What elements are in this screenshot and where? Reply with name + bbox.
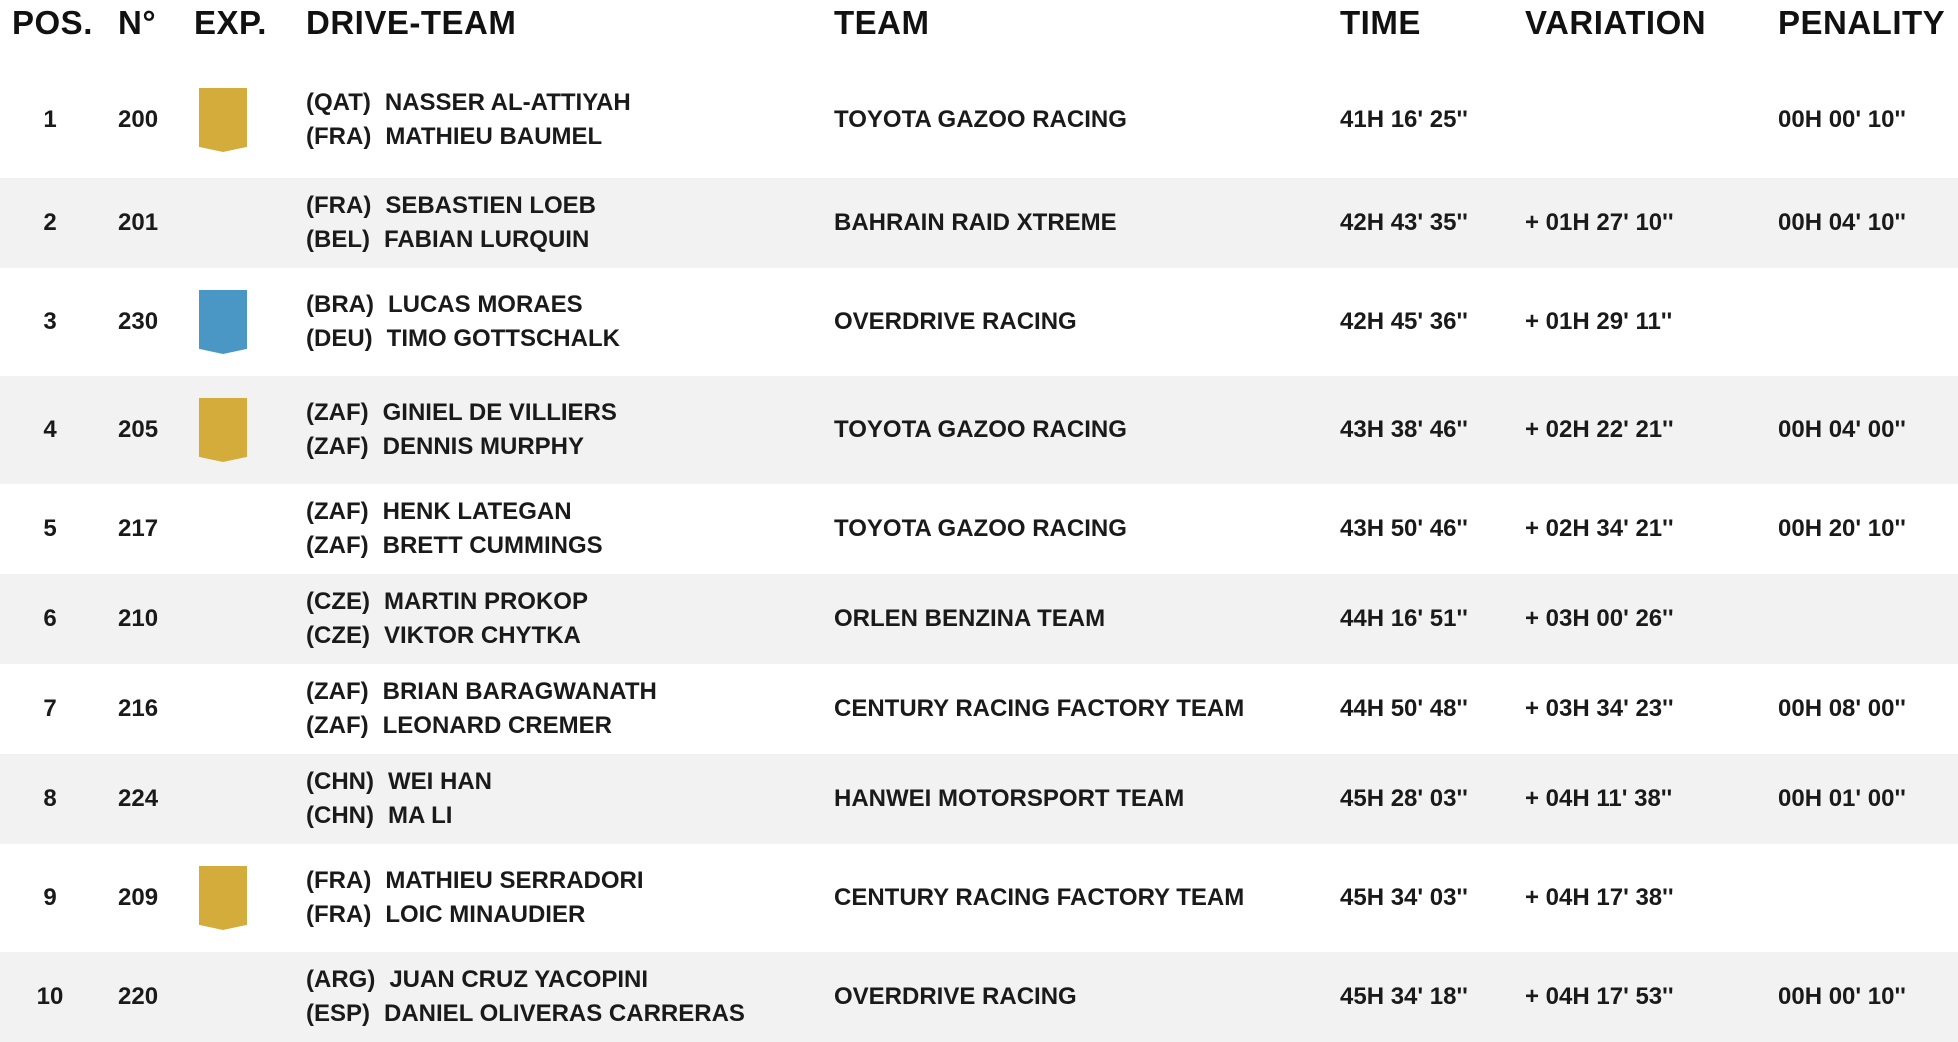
position: 1 xyxy=(43,106,57,133)
driver-nationality: (CZE) xyxy=(306,588,370,615)
codriver-line xyxy=(306,709,657,743)
driver-line xyxy=(306,864,644,898)
driver-line xyxy=(306,675,657,709)
drive-team xyxy=(306,765,492,833)
codriver-name: TIMO GOTTSCHALK xyxy=(386,325,620,352)
codriver-nationality: (FRA) xyxy=(306,123,372,150)
team-name: TOYOTA GAZOO RACING xyxy=(834,106,1127,133)
driver-nationality: (FRA) xyxy=(306,867,372,894)
car-number: 210 xyxy=(118,605,159,632)
drive-team xyxy=(306,189,596,257)
header-team: TEAM xyxy=(834,4,930,41)
penalty-time: 00H 04' 10'' xyxy=(1778,209,1906,236)
codriver-line xyxy=(306,898,644,932)
total-time: 45H 28' 03'' xyxy=(1340,785,1468,812)
driver-name: JUAN CRUZ YACOPINI xyxy=(389,966,649,993)
driver-name: MATHIEU SERRADORI xyxy=(385,867,644,894)
total-time: 45H 34' 03'' xyxy=(1340,884,1468,911)
car-number: 216 xyxy=(118,695,159,722)
header-penalty: PENALITY xyxy=(1778,4,1946,41)
drive-team xyxy=(306,495,603,563)
driver-nationality: (ARG) xyxy=(306,966,376,993)
driver-line xyxy=(306,963,745,997)
driver-nationality: (FRA) xyxy=(306,192,372,219)
header-drive-team: DRIVE-TEAM xyxy=(306,4,517,41)
total-time: 41H 16' 25'' xyxy=(1340,106,1468,133)
codriver-name: FABIAN LURQUIN xyxy=(383,226,590,253)
driver-nationality: (QAT) xyxy=(306,89,371,116)
total-time: 43H 38' 46'' xyxy=(1340,416,1468,443)
driver-line xyxy=(306,86,631,120)
codriver-nationality: (CZE) xyxy=(306,622,370,649)
time-variation: + 04H 17' 53'' xyxy=(1525,983,1674,1010)
codriver-name: DANIEL OLIVERAS CARRERAS xyxy=(384,1000,745,1027)
car-number: 217 xyxy=(118,515,159,542)
table-row[interactable] xyxy=(0,62,1958,178)
driver-line xyxy=(306,288,620,322)
time-variation: + 02H 34' 21'' xyxy=(1525,515,1674,542)
time-variation: + 03H 34' 23'' xyxy=(1525,695,1674,722)
driver-line xyxy=(306,585,588,619)
position: 8 xyxy=(43,785,57,812)
codriver-nationality: (ZAF) xyxy=(306,532,369,559)
position: 4 xyxy=(43,416,57,443)
codriver-line xyxy=(306,799,492,833)
driver-line xyxy=(306,495,603,529)
experience-badge-icon xyxy=(199,866,247,930)
codriver-line xyxy=(306,430,617,464)
total-time: 42H 43' 35'' xyxy=(1340,209,1468,236)
table-row[interactable] xyxy=(0,574,1958,664)
driver-name: NASSER AL-ATTIYAH xyxy=(384,89,631,116)
codriver-name: LOIC MINAUDIER xyxy=(385,901,586,928)
team-name: TOYOTA GAZOO RACING xyxy=(834,416,1127,443)
driver-name: BRIAN BARAGWANATH xyxy=(382,678,657,705)
driver-line xyxy=(306,396,617,430)
experience-badge-icon xyxy=(199,88,247,152)
car-number: 230 xyxy=(118,308,159,335)
table-header xyxy=(0,0,1958,62)
table-row[interactable] xyxy=(0,376,1958,484)
codriver-line xyxy=(306,529,603,563)
codriver-line xyxy=(306,120,631,154)
table-row[interactable] xyxy=(0,664,1958,754)
codriver-nationality: (ZAF) xyxy=(306,433,369,460)
time-variation: + 04H 11' 38'' xyxy=(1525,785,1673,812)
codriver-nationality: (ZAF) xyxy=(306,712,369,739)
codriver-line xyxy=(306,997,745,1031)
driver-name: WEI HAN xyxy=(387,768,492,795)
penalty-time: 00H 01' 00'' xyxy=(1778,785,1906,812)
car-number: 200 xyxy=(118,106,159,133)
time-variation: + 01H 27' 10'' xyxy=(1525,209,1674,236)
team-name: CENTURY RACING FACTORY TEAM xyxy=(834,884,1245,911)
codriver-nationality: (FRA) xyxy=(306,901,372,928)
codriver-name: MA LI xyxy=(387,802,453,829)
position: 2 xyxy=(43,209,57,236)
total-time: 44H 50' 48'' xyxy=(1340,695,1468,722)
time-variation: + 02H 22' 21'' xyxy=(1525,416,1674,443)
team-name: OVERDRIVE RACING xyxy=(834,983,1077,1010)
total-time: 45H 34' 18'' xyxy=(1340,983,1468,1010)
codriver-line xyxy=(306,223,596,257)
driver-nationality: (ZAF) xyxy=(306,498,369,525)
header-pos: POS. xyxy=(12,4,93,41)
car-number: 205 xyxy=(118,416,159,443)
driver-name: MARTIN PROKOP xyxy=(383,588,588,615)
driver-name: LUCAS MORAES xyxy=(387,291,583,318)
position: 3 xyxy=(43,308,57,335)
header-number: N° xyxy=(118,4,157,41)
table-row[interactable] xyxy=(0,268,1958,376)
total-time: 42H 45' 36'' xyxy=(1340,308,1468,335)
penalty-time: 00H 20' 10'' xyxy=(1778,515,1906,542)
team-name: BAHRAIN RAID XTREME xyxy=(834,209,1117,236)
penalty-time: 00H 04' 00'' xyxy=(1778,416,1906,443)
experience-badge-icon xyxy=(199,290,247,354)
time-variation: + 03H 00' 26'' xyxy=(1525,605,1674,632)
driver-name: GINIEL DE VILLIERS xyxy=(382,399,617,426)
team-name: ORLEN BENZINA TEAM xyxy=(834,605,1106,632)
driver-nationality: (BRA) xyxy=(306,291,374,318)
total-time: 43H 50' 46'' xyxy=(1340,515,1468,542)
codriver-name: LEONARD CREMER xyxy=(382,712,612,739)
position: 6 xyxy=(43,605,57,632)
codriver-nationality: (DEU) xyxy=(306,325,373,352)
driver-nationality: (ZAF) xyxy=(306,399,369,426)
time-variation: + 01H 29' 11'' xyxy=(1525,308,1673,335)
codriver-name: DENNIS MURPHY xyxy=(382,433,584,460)
header-variation: VARIATION xyxy=(1525,4,1707,41)
driver-nationality: (CHN) xyxy=(306,768,374,795)
drive-team xyxy=(306,396,617,464)
drive-team xyxy=(306,675,657,743)
codriver-nationality: (BEL) xyxy=(306,226,370,253)
table-row[interactable] xyxy=(0,178,1958,268)
codriver-name: VIKTOR CHYTKA xyxy=(383,622,581,649)
codriver-line xyxy=(306,322,620,356)
codriver-line xyxy=(306,619,588,653)
total-time: 44H 16' 51'' xyxy=(1340,605,1468,632)
experience-badge-icon xyxy=(199,398,247,462)
header-exp: EXP. xyxy=(194,4,267,41)
codriver-name: MATHIEU BAUMEL xyxy=(385,123,603,150)
time-variation: + 04H 17' 38'' xyxy=(1525,884,1674,911)
car-number: 224 xyxy=(118,785,159,812)
penalty-time: 00H 00' 10'' xyxy=(1778,983,1906,1010)
position: 5 xyxy=(43,515,57,542)
driver-name: SEBASTIEN LOEB xyxy=(385,192,597,219)
penalty-time: 00H 00' 10'' xyxy=(1778,106,1906,133)
codriver-name: BRETT CUMMINGS xyxy=(382,532,603,559)
team-name: OVERDRIVE RACING xyxy=(834,308,1077,335)
table-row[interactable] xyxy=(0,844,1958,952)
car-number: 201 xyxy=(118,209,159,236)
team-name: TOYOTA GAZOO RACING xyxy=(834,515,1127,542)
header-time: TIME xyxy=(1340,4,1421,41)
car-number: 209 xyxy=(118,884,159,911)
driver-line xyxy=(306,189,596,223)
team-name: HANWEI MOTORSPORT TEAM xyxy=(834,785,1185,812)
codriver-nationality: (ESP) xyxy=(306,1000,371,1027)
table-body xyxy=(0,62,1958,1042)
position: 10 xyxy=(36,983,64,1010)
drive-team xyxy=(306,86,631,154)
position: 7 xyxy=(43,695,57,722)
table-row[interactable] xyxy=(0,952,1958,1042)
drive-team xyxy=(306,864,644,932)
drive-team xyxy=(306,288,620,356)
drive-team xyxy=(306,963,745,1031)
table-row[interactable] xyxy=(0,484,1958,574)
car-number: 220 xyxy=(118,983,159,1010)
driver-line xyxy=(306,765,492,799)
drive-team xyxy=(306,585,588,653)
penalty-time: 00H 08' 00'' xyxy=(1778,695,1906,722)
table-row[interactable] xyxy=(0,754,1958,844)
driver-nationality: (ZAF) xyxy=(306,678,369,705)
driver-name: HENK LATEGAN xyxy=(382,498,572,525)
team-name: CENTURY RACING FACTORY TEAM xyxy=(834,695,1245,722)
position: 9 xyxy=(43,884,57,911)
codriver-nationality: (CHN) xyxy=(306,802,374,829)
